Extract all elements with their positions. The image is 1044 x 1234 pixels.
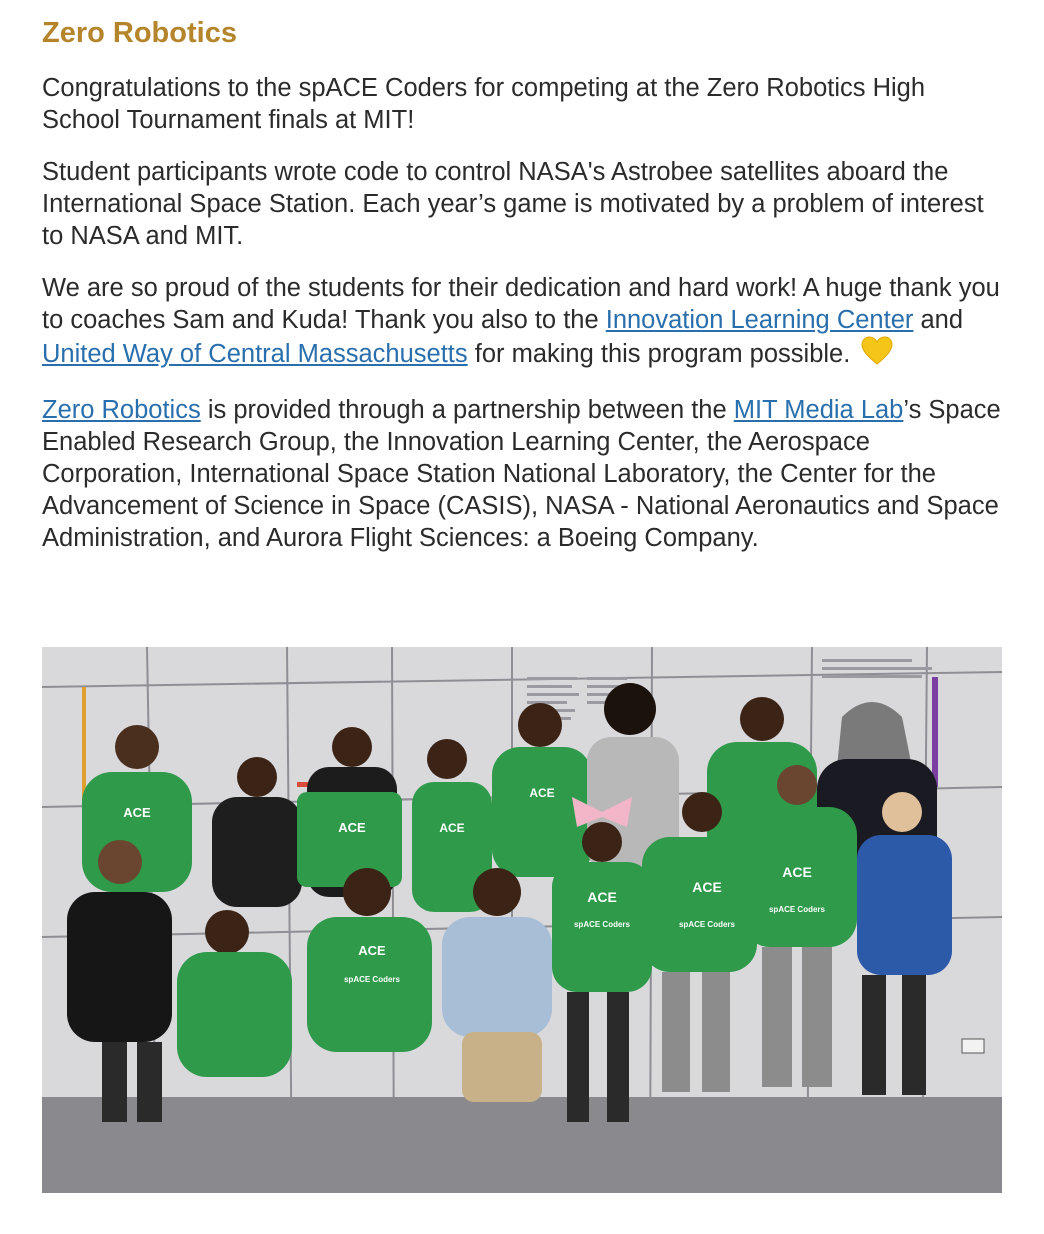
- hoodie-text: spACE Coders: [768, 905, 826, 914]
- hoodie-logo: ACE: [692, 879, 722, 895]
- paragraph-participants: Student participants wrote code to control NASA's Astrobee satellites aboard the International Space Station. Each year’s game is motivated by a problem of interest to NASA and MIT.: [42, 158, 984, 250]
- paragraph-congratulations: Congratulations to the spACE Coders for competing at the Zero Robotics High School Tournament finals at MIT!: [42, 74, 926, 134]
- hoodie-text: spACE Coders: [343, 975, 401, 984]
- hoodie-logo: ACE: [587, 889, 617, 905]
- article: [42, 14, 1004, 574]
- hoodie-logo: ACE: [338, 820, 366, 835]
- hoodie-logo: ACE: [529, 786, 555, 800]
- paragraph-thanks: [42, 272, 1004, 374]
- innovation-learning-center-link[interactable]: Innovation Learning Center: [605, 306, 914, 334]
- hoodie-text: spACE Coders: [678, 920, 736, 929]
- hoodie-logo: ACE: [782, 864, 812, 880]
- thanks-text-3: for making this program possible.: [467, 340, 858, 368]
- team-photo-illustration: [42, 647, 1002, 1193]
- united-way-link[interactable]: United Way of Central Massachusetts: [42, 340, 468, 368]
- partnership-text-1: is provided through a partnership between the: [200, 396, 734, 424]
- mit-media-lab-link[interactable]: MIT Media Lab: [733, 396, 904, 424]
- zero-robotics-link[interactable]: Zero Robotics: [42, 396, 201, 424]
- hoodie-logo: ACE: [123, 805, 151, 820]
- yellow-heart-icon: [861, 336, 893, 374]
- hoodie-text: spACE Coders: [573, 920, 631, 929]
- thanks-text-1: We are so proud of the students for their dedication and hard work! A huge thank you to coaches Sam and Kuda! Thank you also to the: [42, 274, 1000, 334]
- team-photo: [42, 647, 1002, 1193]
- article-title: Zero Robotics: [42, 17, 237, 49]
- hoodie-logo: ACE: [439, 821, 465, 835]
- paragraph-partnership: [42, 394, 1004, 554]
- thanks-text-2: and: [913, 306, 964, 334]
- hoodie-logo: ACE: [358, 943, 386, 958]
- partnership-text-2: ’s Space Enabled Research Group, the Innovation Learning Center, the Aerospace Corporation, International Space Station National Laboratory, the Center for the Advancement of Science in Space (CASIS), NASA - National Aeronautics and Space Administration, and Aurora Flight Sciences: a Boeing Company.: [42, 396, 1001, 552]
